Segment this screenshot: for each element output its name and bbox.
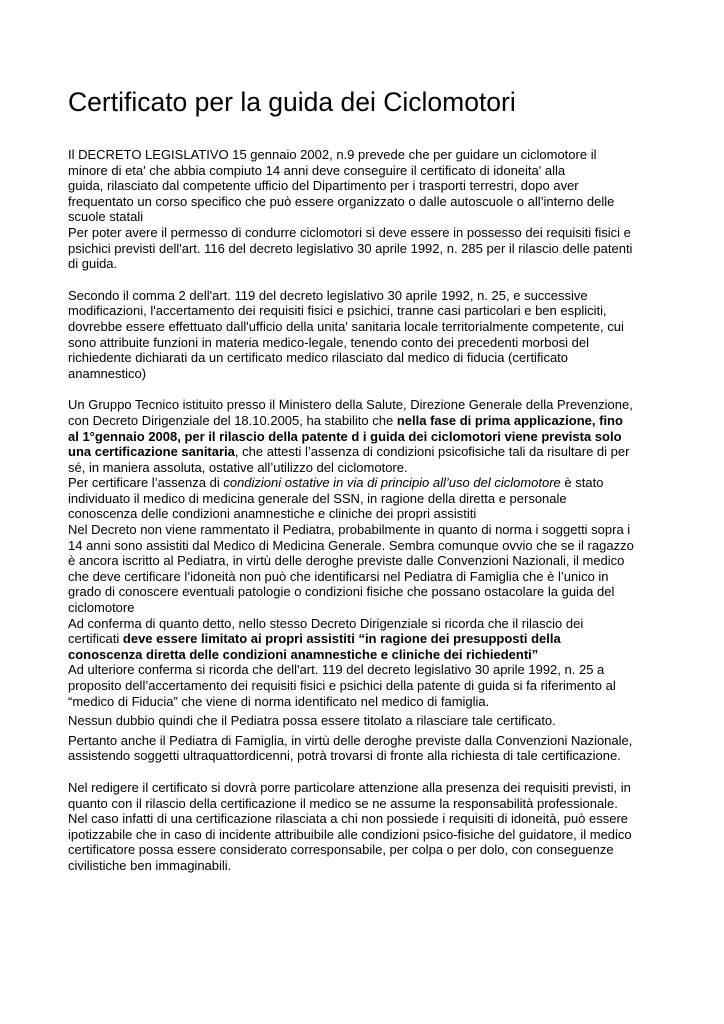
text-line: Ad conferma di quanto detto, nello stesso Decreto Dirigenziale si ricorda che il rilascio dei xyxy=(68,615,584,631)
text-segment: , che attesti l’assenza di condizioni psicofisiche tali da risultare di per xyxy=(234,444,630,460)
text-line: richiedente dichiarati da un certificato medico rilasciato dal medico di fiducia (certificato xyxy=(68,350,569,366)
text-line: sono attribuite funzioni in materia medico-legale, tenendo conto dei precedenti morbosi del xyxy=(68,334,590,350)
text-line: quanto con il rilascio della certificazione il medico se ne assume la responsabilità professionale. xyxy=(68,795,618,811)
text-line: Ad ulteriore conferma si ricorda che dell'art. 119 del decreto legislativo 30 aprile 1992, n. 25 a xyxy=(68,662,605,678)
page-title: Certificato per la guida dei Ciclomotori xyxy=(68,87,516,117)
text-segment: certificati xyxy=(68,631,123,647)
text-line: Nel caso infatti di una certificazione rilasciata a chi non possiede i requisiti di idoneità, può essere xyxy=(68,811,629,827)
text-line: è ancora iscritto al Pediatra, in virtù delle deroghe previste dalle Convenzioni Nazionali, il medico xyxy=(68,553,625,569)
text-line: sé, in maniera assoluta, ostative all’utilizzo del ciclomotore. xyxy=(68,459,408,475)
text-line: 14 anni sono assistiti dal Medico di Medicina Generale. Sembra comunque ovvio che se il ragazzo xyxy=(68,537,634,553)
text-line: “medico di Fiducia” che viene di norma identificato nel medico di famiglia. xyxy=(68,693,490,709)
bold-text: nella fase di prima applicazione, fino xyxy=(396,412,623,428)
paragraph-responsabilita xyxy=(68,780,668,874)
paragraph-medico-mmg xyxy=(68,475,668,522)
text-line: scuole statali xyxy=(68,209,144,225)
document-body xyxy=(68,147,668,874)
text-line: Il DECRETO LEGISLATIVO 15 gennaio 2002, n.9 prevede che per guidare un ciclomotore il xyxy=(68,147,597,162)
text-line: individuato il medico di medicina generale del SSN, in ragione della diretta e personale xyxy=(68,490,567,506)
text-segment: Per certificare l’assenza di xyxy=(68,475,224,491)
text-line: proposito dell’accertamento dei requisiti fisici e psichici della patente di guida si fa riferimento al xyxy=(68,678,616,693)
text-line: che deve certificare l’idoneità non può che identificarsi nel Pediatra di Famiglia che è l’unico in xyxy=(68,568,609,584)
text-line: ipotizzabile che in caso di incidente attribuibile alle condizioni psico-fisiche del guidatore, il medico xyxy=(68,826,632,842)
paragraph-pediatra xyxy=(68,522,668,616)
bold-text: una certificazione sanitaria xyxy=(68,444,235,460)
text-line: grado di conoscere eventuali patologie o condizioni fisiche che possano ostacolare la guida del xyxy=(68,584,615,600)
paragraph-conferma xyxy=(68,616,668,663)
text-line: civilistiche ben immaginabili. xyxy=(68,857,232,873)
text-line: guida, rilasciato dal competente ufficio del Dipartimento per i trasporti terrestri, dopo aver xyxy=(68,178,579,194)
text-line: conoscenza delle condizioni anamnestiche e cliniche dei propri assistiti xyxy=(68,506,477,522)
text-line: Per poter avere il permesso di condurre ciclomotori si deve essere in possesso dei requisiti fisici e xyxy=(68,224,631,240)
bold-text: deve essere limitato ai propri assistiti “in ragione dei presupposti della xyxy=(122,631,561,647)
text-line: dovrebbe essere effettuato dall'ufficio della unita' sanitaria locale territorialmente competente, cui xyxy=(68,318,624,334)
text-line: certificatore possa essere considerato corresponsabile, per colpa o per dolo, con conseguenze xyxy=(68,842,614,858)
text-segment: è stato xyxy=(560,475,604,491)
text-segment: con Decreto Dirigenziale del 18.10.2005, ha stabilito che xyxy=(68,412,397,428)
text-line: Nel redigere il certificato si dovrà porre particolare attenzione alla presenza dei requisiti previsti, in xyxy=(68,779,631,795)
text-line: Un Gruppo Tecnico istituito presso il Ministero della Salute, Direzione Generale della Prevenzione, xyxy=(68,397,633,413)
paragraph-nessun-dubbio: Nessun dubbio quindi che il Pediatra possa essere titolato a rilasciare tale certificato. xyxy=(68,713,556,729)
text-line: modificazioni, l'accertamento dei requisiti fisici e psichici, tranne casi particolari e ben espliciti, xyxy=(68,303,607,319)
italic-text: condizioni ostative in via di principio all’uso del ciclomotore xyxy=(223,475,561,491)
text-line: ciclomotore xyxy=(68,600,135,616)
paragraph-pertanto xyxy=(68,733,668,764)
text-line: Secondo il comma 2 dell'art. 119 del decreto legislativo 30 aprile 1992, n. 25, e successive xyxy=(68,287,588,303)
text-line: psichici previsti dell'art. 116 del decreto legislativo 30 aprile 1992, n. 285 per il rilascio delle patenti xyxy=(68,240,633,256)
bold-text: conoscenza diretta delle condizioni anamnestiche e cliniche dei richiedenti” xyxy=(68,646,539,662)
text-line: anamnestico) xyxy=(68,365,147,381)
text-line: Pertanto anche il Pediatra di Famiglia, in virtù delle deroghe previste dalla Convenzioni Nazionale, xyxy=(68,732,633,748)
text-line: frequentato un corso specifico che può essere organizzato o dalle autoscuole o all’interno delle xyxy=(68,193,615,209)
paragraph-requisiti xyxy=(68,225,668,272)
paragraph-ulteriore-conferma xyxy=(68,662,668,709)
text-line: Nel Decreto non viene rammentato il Pediatra, probabilmente in quanto di norma i soggetti sopra i xyxy=(68,522,631,538)
bold-text: al 1°gennaio 2008, per il rilascio della patente d i guida dei ciclomotori viene prevista solo xyxy=(68,428,622,444)
paragraph-gruppo-tecnico xyxy=(68,397,668,475)
paragraph-comma-2 xyxy=(68,288,668,382)
paragraph-decreto-intro xyxy=(68,147,668,225)
text-line: minore di eta' che abbia compiuto 14 anni deve conseguire il certificato di idoneita' alla xyxy=(68,162,566,178)
text-line: assistendo soggetti ultraquattordicenni, potrà trovarsi di fronte alla richiesta di tale certificazione. xyxy=(68,748,621,764)
text-line: di guida. xyxy=(68,256,118,272)
